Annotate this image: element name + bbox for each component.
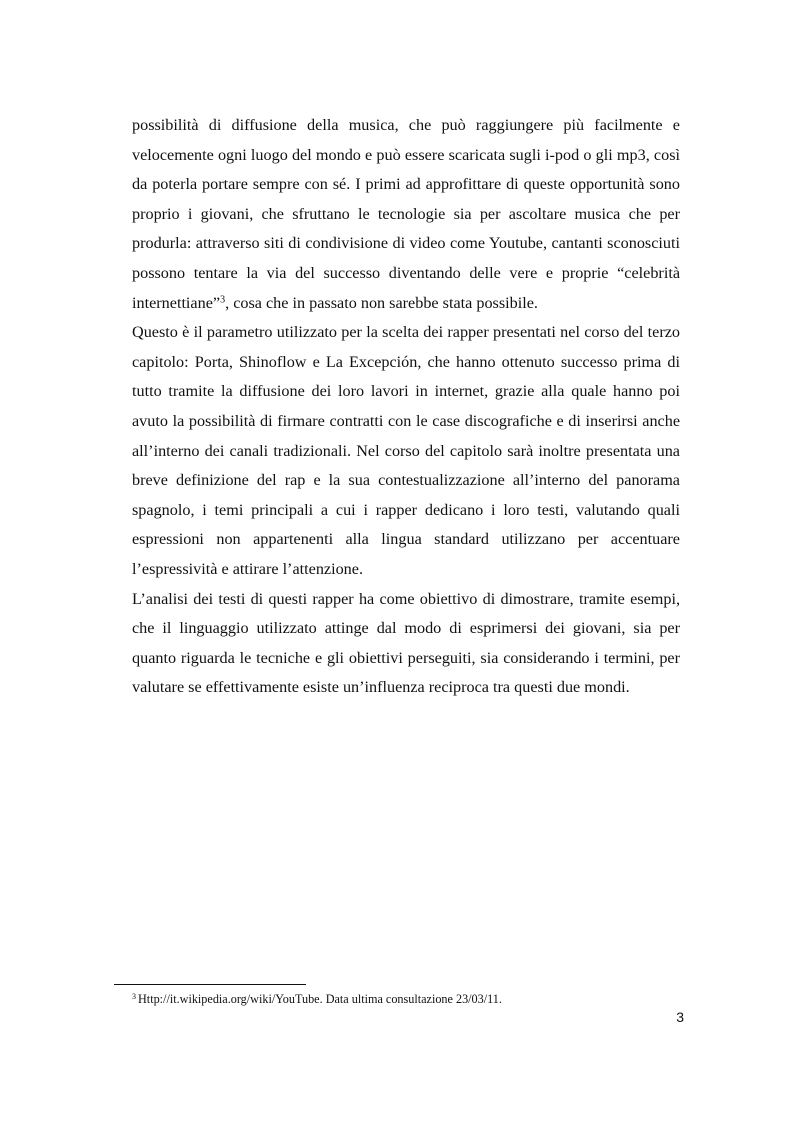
footnote-number: 3 xyxy=(132,991,136,1001)
paragraph-2: Questo è il parametro utilizzato per la scelta dei rapper presentati nel corso del terzo capitolo: Porta, Shinoflow e La Excepción, che hanno ottenuto successo prima di tutto tramite la diffusione dei loro lavori in internet, grazie alla quale hanno poi avuto la possibilità di firmare contratti con le case discografiche e di inserirsi anche all’interno dei canali tradizionali. Nel corso del capitolo sarà inoltre presentata una breve definizione del rap e la sua contestualizzazione all’interno del panorama spagnolo, i temi principali a cui i rapper dedicano i loro testi, valutando quali espressioni non appartenenti alla lingua standard utilizzano per accentuare l’espressività e attirare l’attenzione. xyxy=(132,323,680,578)
footnote-separator xyxy=(114,984,306,985)
footnote-reference: 3 xyxy=(220,294,226,306)
body-text xyxy=(132,111,680,703)
footnote-text: Http://it.wikipedia.org/wiki/YouTube. Data ultima consultazione 23/03/11. xyxy=(138,992,502,1006)
paragraph-1-continuation: , cosa che in passato non sarebbe stata possibile. xyxy=(225,293,538,312)
paragraph-1 xyxy=(132,111,680,318)
paragraph-1-text: possibilità di diffusione della musica, che può raggiungere più facilmente e velocemente ogni luogo del mondo e può essere scaricata sugli i-pod o gli mp3, così da poterla portare sempre con sé. I primi ad approfittare di queste opportunità sono proprio i giovani, che sfruttano le tecnologie sia per ascoltare musica che per produrla: attraverso siti di condivisione di video come Youtube, cantanti sconosciuti possono tentare la via del successo diventando delle vere e proprie “celebrità internettiane” xyxy=(132,116,680,312)
paragraph-3: L’analisi dei testi di questi rapper ha come obiettivo di dimostrare, tramite esempi, che il linguaggio utilizzato attinge dal modo di esprimersi dei giovani, sia per quanto riguarda le tecniche e gli obiettivi perseguiti, sia considerando i termini, per valutare se effettivamente esiste un’influenza reciproca tra questi due mondi. xyxy=(132,589,680,697)
footnote xyxy=(132,991,692,1007)
page-number: 3 xyxy=(676,1009,684,1025)
